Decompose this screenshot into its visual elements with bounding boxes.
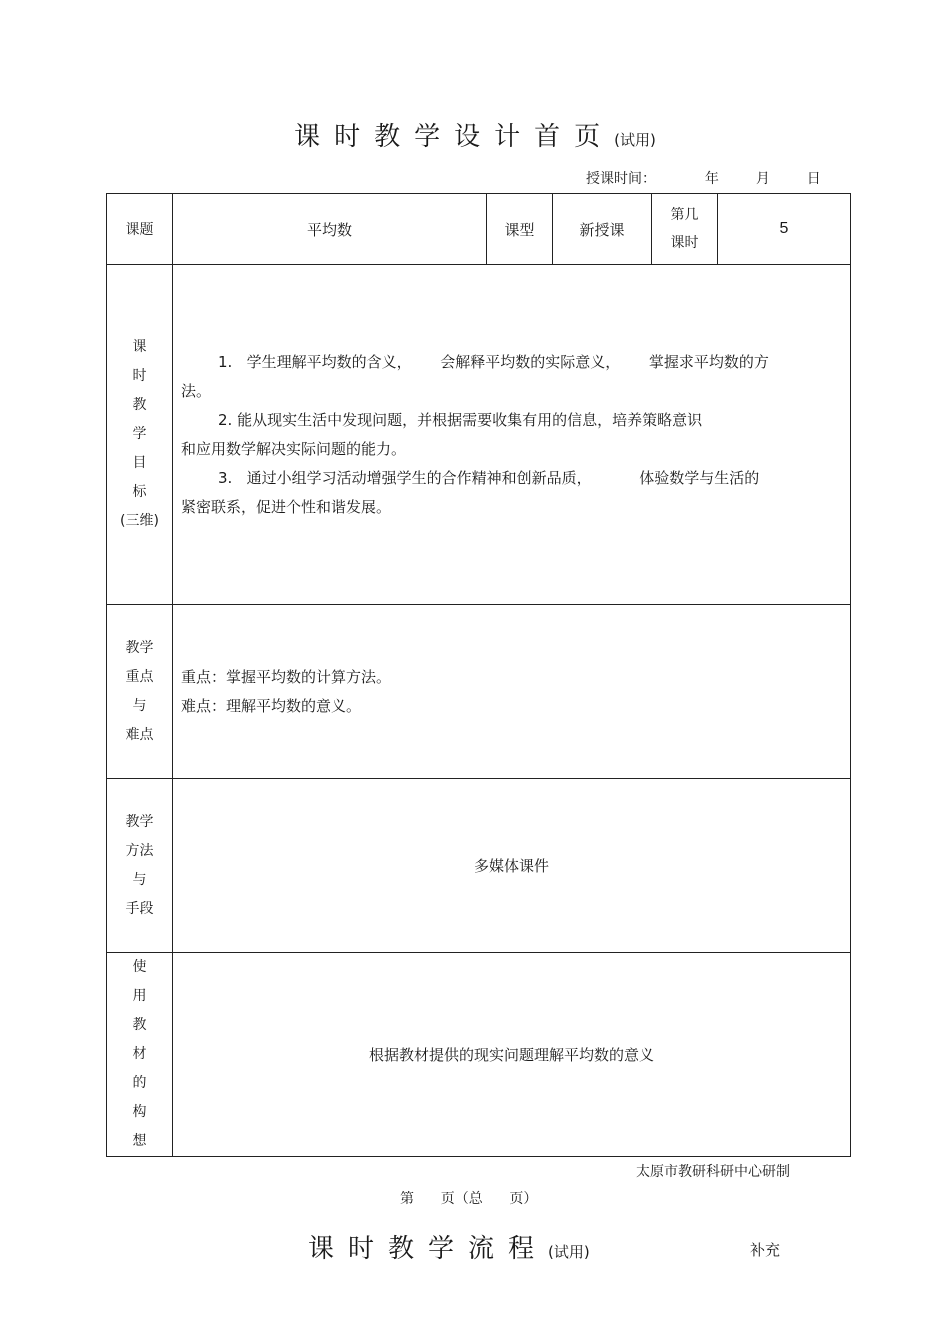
objectives-label-char: 课 [132,339,147,355]
page-title-main: 课时教学设计首页 [294,122,615,152]
methods-label-line: 教学 [125,813,154,830]
next-page-title-suffix: (试用) [548,1243,590,1261]
methods-label-line: 方法 [125,842,154,859]
type-value: 新授课 [553,194,652,265]
materials-label-char: 教 [132,1017,147,1033]
methods-label-line: 手段 [125,900,154,917]
methods-row [107,779,851,953]
objectives-label-char: 时 [132,368,147,384]
objective-3-line1: 3. 通过小组学习活动增强学生的合作精神和创新品质， 体验数学与生活的 [218,468,760,487]
materials-row [107,953,851,1157]
objective-1-line1: 1. 学生理解平均数的含义， 会解释平均数的实际意义， 掌握求平均数的方 [218,352,769,371]
focus-text: 重点：掌握平均数的计算方法。 [181,667,392,686]
materials-label-char: 构 [132,1104,147,1120]
objectives-label-char: 标 [132,484,147,500]
next-page-title-main: 课时教学流程 [308,1234,549,1264]
materials-value: 根据教材提供的现实问题理解平均数的意义 [173,953,851,1157]
type-label: 课型 [487,194,553,265]
methods-value: 多媒体课件 [173,779,851,953]
lesson-design-table [106,193,851,1157]
objectives-label-char: (三维) [120,513,159,529]
key-points-label-line: 与 [132,697,147,714]
topic-value: 平均数 [173,194,487,265]
key-points-label-line: 重点 [125,668,154,685]
key-points-row [107,605,851,779]
page-number: 第 页（总 页） [400,1191,538,1207]
objectives-label-char: 学 [132,426,147,442]
methods-label-line: 与 [132,871,147,888]
materials-label [107,953,173,1157]
page-title [0,116,950,153]
methods-label [107,779,173,953]
date-month: 月 [755,171,770,187]
difficulty-text: 难点：理解平均数的意义。 [181,696,362,715]
objective-3-line2: 紧密联系，促进个性和谐发展。 [181,497,392,516]
lesson-number-label [652,194,718,265]
objectives-label-char: 目 [132,455,147,471]
key-points-label [107,605,173,779]
page-title-suffix: (试用) [614,131,656,149]
date-year: 年 [704,171,719,187]
key-points-label-line: 难点 [125,726,154,743]
objectives-label [107,265,173,605]
objective-1-line2: 法。 [181,381,212,400]
topic-label: 课题 [107,194,173,265]
lesson-number-label-line1: 第几 [670,207,699,223]
date-day: 日 [806,171,821,187]
objectives-content [173,265,851,605]
materials-label-char: 使 [132,959,147,975]
header-row [107,194,851,265]
supplement-label: 补充 [750,1241,781,1259]
objective-2-line1: 2. 能从现实生活中发现问题，并根据需要收集有用的信息，培养策略意识 [218,410,703,429]
date-label: 授课时间： [586,171,656,187]
objective-2-line2: 和应用数学解决实际问题的能力。 [181,439,407,458]
lesson-number-value: 5 [718,194,851,265]
objectives-label-char: 教 [132,397,147,413]
materials-label-char: 材 [132,1046,147,1062]
materials-label-char: 用 [132,988,147,1004]
lesson-number-label-line2: 课时 [670,235,699,251]
footer-organization: 太原市教研科研中心研制 [636,1164,790,1180]
objectives-row [107,265,851,605]
materials-label-char: 想 [132,1133,147,1149]
teaching-date-line [586,168,821,188]
next-page-title [308,1228,590,1265]
key-points-label-line: 教学 [125,639,154,656]
materials-label-char: 的 [132,1075,147,1091]
key-points-content [173,605,851,779]
